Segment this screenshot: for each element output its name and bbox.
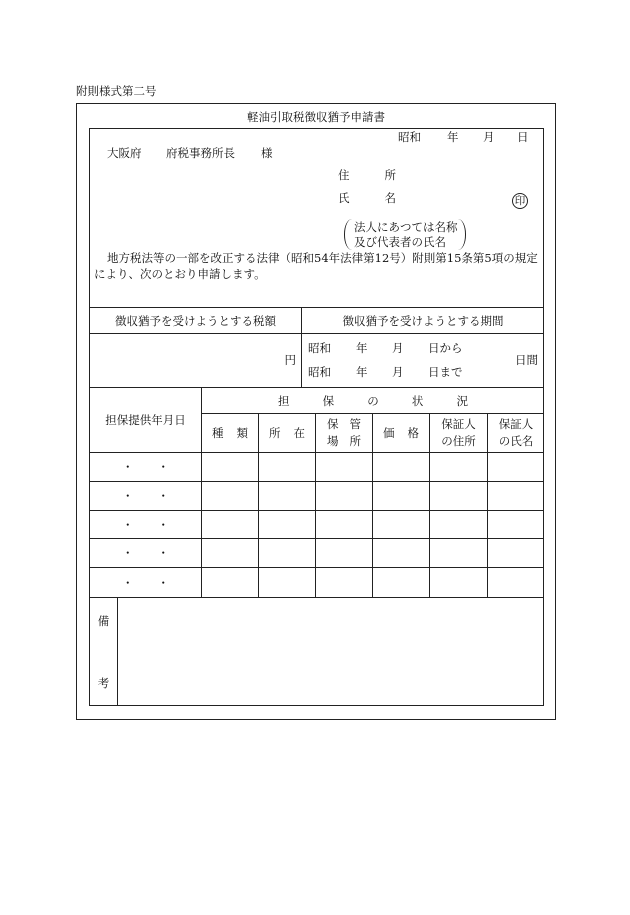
column-header-label [327, 433, 361, 450]
column-header-label [212, 426, 248, 440]
collateral-status-header-label [278, 394, 468, 408]
tax-amount-header-label: 徴収猶予を受けようとする税額 [115, 313, 276, 328]
cell-storage-place [315, 452, 372, 481]
table-row [89, 567, 544, 597]
label-glyph: 備 [97, 614, 110, 628]
column-header-type [201, 413, 258, 452]
column-header-label [383, 426, 419, 440]
date-separators [122, 460, 169, 474]
period-start-era: 昭和 [308, 341, 331, 355]
date-separators [122, 489, 169, 503]
form-title: 軽油引取税徴収猶予申請書 [247, 110, 385, 124]
label-glyph: ・ [157, 460, 169, 474]
date-day: 日 [517, 130, 529, 144]
cell-value [372, 481, 429, 510]
table-row [89, 452, 544, 481]
cell-provision-date [89, 510, 201, 538]
addressee-office: 府税事務所長 [166, 146, 235, 160]
label-glyph: 場 [327, 434, 339, 448]
period-header-label: 徴収猶予を受けようとする期間 [342, 313, 504, 328]
form-number: 附則様式第二号 [76, 84, 157, 98]
table-row [89, 538, 544, 567]
cell-value [372, 567, 429, 597]
cell-guarantor-address [429, 481, 487, 510]
date-separators [122, 546, 169, 560]
seal-mark: 印 [512, 193, 528, 209]
application-statement: 地方税法等の一部を改正する法律（昭和54年法律第12号）附則第15条第5項の規定により、次のとおり申請します。 [94, 251, 538, 281]
label-glyph: 考 [97, 676, 110, 690]
cell-storage-place [315, 567, 372, 597]
period-start-year: 年 [356, 341, 368, 355]
column-header-location [258, 413, 315, 452]
cell-value [372, 538, 429, 567]
collateral-date-header-label: 担保提供年月日 [105, 413, 186, 427]
label-glyph: 管 [349, 417, 361, 431]
period-end-era: 昭和 [308, 365, 331, 379]
cell-guarantor-address [429, 452, 487, 481]
period-end-year: 年 [356, 365, 368, 379]
period-end-day: 日まで [428, 365, 463, 379]
cell-location [258, 510, 315, 538]
label-glyph: 氏 [338, 191, 350, 205]
label-glyph: ・ [122, 517, 134, 532]
cell-guarantor-name [487, 452, 544, 481]
period-field [301, 333, 544, 387]
column-header-storage-place [315, 413, 372, 452]
label-glyph: 況 [456, 393, 468, 408]
table-row [89, 510, 544, 538]
cell-location [258, 538, 315, 567]
cell-storage-place [315, 481, 372, 510]
cell-storage-place [315, 510, 372, 538]
column-header-guarantor-address [429, 413, 487, 452]
column-header-label: 保証人 [441, 417, 476, 431]
cell-storage-place [315, 538, 372, 567]
label-glyph: 種 [212, 426, 224, 440]
corporate-note-line: 及び代表者の氏名 [354, 235, 446, 249]
yen-unit: 円 [284, 353, 296, 367]
label-glyph: ・ [157, 546, 169, 560]
column-header-label [327, 416, 361, 433]
cell-provision-date [89, 538, 201, 567]
cell-provision-date [89, 481, 201, 510]
label-glyph: 在 [293, 426, 305, 440]
label-glyph: ・ [122, 546, 134, 560]
label-glyph: ・ [122, 460, 134, 474]
date-year: 年 [447, 130, 459, 144]
cell-type [201, 510, 258, 538]
column-header-label: 保証人 [498, 417, 534, 431]
cell-value [372, 452, 429, 481]
cell-location [258, 452, 315, 481]
remarks-field [117, 597, 544, 706]
label-glyph: ・ [157, 575, 169, 590]
cell-guarantor-name [487, 510, 544, 538]
cell-guarantor-address [429, 510, 487, 538]
period-start-month: 月 [392, 341, 404, 355]
label-glyph: 名 [384, 191, 396, 205]
cell-type [201, 538, 258, 567]
cell-type [201, 481, 258, 510]
address-label [338, 168, 396, 182]
period-end-month: 月 [392, 365, 404, 379]
cell-type [201, 567, 258, 597]
collateral-status-header [201, 387, 544, 413]
cell-value [372, 510, 429, 538]
label-glyph: ・ [157, 517, 169, 532]
period-header [301, 307, 544, 333]
date-era: 昭和 [398, 130, 421, 144]
remarks-label-cell [89, 597, 117, 706]
cell-guarantor-address [429, 567, 487, 597]
column-header-label [269, 426, 305, 440]
label-glyph: 状 [411, 393, 424, 408]
tax-amount-header [89, 307, 301, 333]
period-days: 日間 [515, 353, 538, 367]
date-month: 月 [483, 130, 495, 144]
cell-type [201, 452, 258, 481]
label-glyph: の [367, 393, 379, 408]
cell-guarantor-name [487, 567, 544, 597]
column-header-label: の氏名 [498, 434, 534, 448]
label-glyph: 所 [349, 434, 361, 448]
cell-location [258, 481, 315, 510]
name-label [338, 191, 396, 205]
addressee-prefecture: 大阪府 [107, 146, 142, 160]
cell-location [258, 567, 315, 597]
label-glyph: 類 [236, 426, 248, 440]
date-separators [122, 576, 169, 590]
label-glyph: 所 [384, 168, 396, 182]
label-glyph: 価 [383, 426, 395, 440]
date-separators [122, 518, 169, 532]
column-header-label: の住所 [441, 434, 476, 448]
label-glyph: 担 [278, 393, 290, 408]
label-glyph: 所 [269, 426, 281, 440]
cell-guarantor-name [487, 481, 544, 510]
corporate-note-line: 法人にあつては名称 [354, 220, 458, 234]
table-row [89, 481, 544, 510]
label-glyph: 保 [322, 393, 335, 408]
column-header-guarantor-name [487, 413, 544, 452]
period-start-day: 日から [428, 341, 463, 355]
label-glyph: ・ [157, 489, 169, 503]
label-glyph: ・ [122, 575, 134, 590]
cell-guarantor-address [429, 538, 487, 567]
label-glyph: 格 [407, 426, 419, 440]
corporate-note [344, 219, 466, 250]
cell-provision-date [89, 567, 201, 597]
label-glyph: ・ [122, 489, 134, 503]
cell-provision-date [89, 452, 201, 481]
column-header-value [372, 413, 429, 452]
collateral-column-headers [89, 413, 544, 452]
addressee-honorific: 様 [261, 146, 273, 160]
label-glyph: 住 [338, 168, 350, 182]
tax-amount-field [89, 333, 301, 387]
cell-guarantor-name [487, 538, 544, 567]
label-glyph: 保 [327, 417, 339, 431]
remarks-label [98, 614, 110, 690]
